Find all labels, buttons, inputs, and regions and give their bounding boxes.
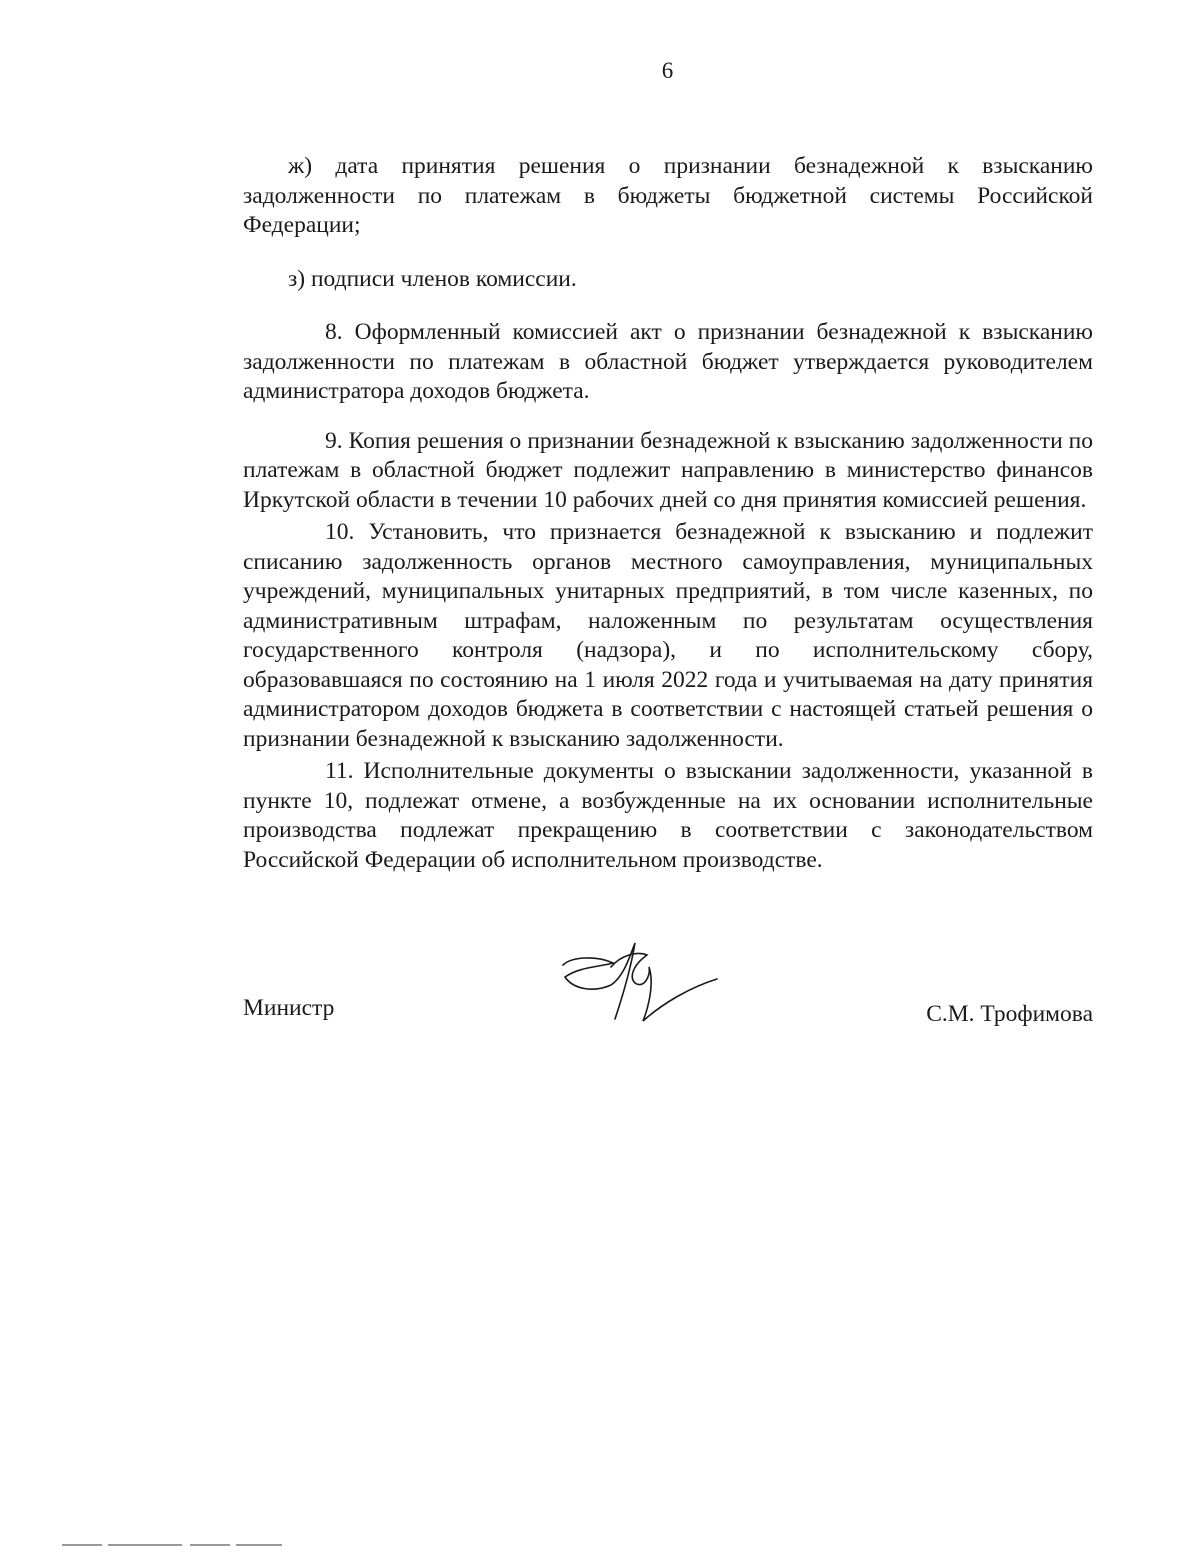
signatory-title: Министр (243, 995, 335, 1021)
paragraph-item-zh: ж) дата принятия решения о признании безнадежной к взысканию задолженности по платежам в бюджеты бюджетной системы Российской Федерации; (243, 153, 1093, 238)
handwritten-signature (551, 937, 721, 1027)
page-number: 6 (661, 58, 674, 83)
paragraph-9: 9. Копия решения о признании безнадежной к взысканию задолженности по платежам в областной бюджет подлежит направлению в министерство финансов Иркутской области в течении 10 рабочих дней со дня принятия комиссией решения. (243, 427, 1093, 513)
paragraph-10: 10. Установить, что признается безнадежной к взысканию и подлежит списанию задолженность органов местного самоуправления, муниципальных учреждений, муниципальных унитарных предприятий, в том числе казенных, по административным штрафам, наложенным по результатам осуществления государственного контроля (надзора), и по исполнительскому сбору, образовавшаяся по состоянию на 1 июля 2022 года и учитываемая на дату принятия администратором доходов бюджета в соответствии с настоящей статьей решения о признании безнадежной к взысканию задолженности. (243, 519, 1093, 752)
scan-artifact-line (62, 1544, 282, 1546)
document-body (243, 152, 1093, 875)
signatory-name: С.М. Трофимова (926, 1001, 1093, 1027)
paragraph-11: 11. Исполнительные документы о взыскании задолженности, указанной в пункте 10, подлежат отмене, а возбужденные на их основании исполнительные производства подлежат прекращению в соответствии с законодательством Российской Федерации об исполнительном производстве. (243, 758, 1093, 873)
paragraph-item-z: з) подписи членов комиссии. (288, 265, 577, 292)
paragraph-8: 8. Оформленный комиссией акт о признании безнадежной к взысканию задолженности по платежам в областной бюджет утверждается руководителем администратора доходов бюджета. (243, 319, 1093, 404)
